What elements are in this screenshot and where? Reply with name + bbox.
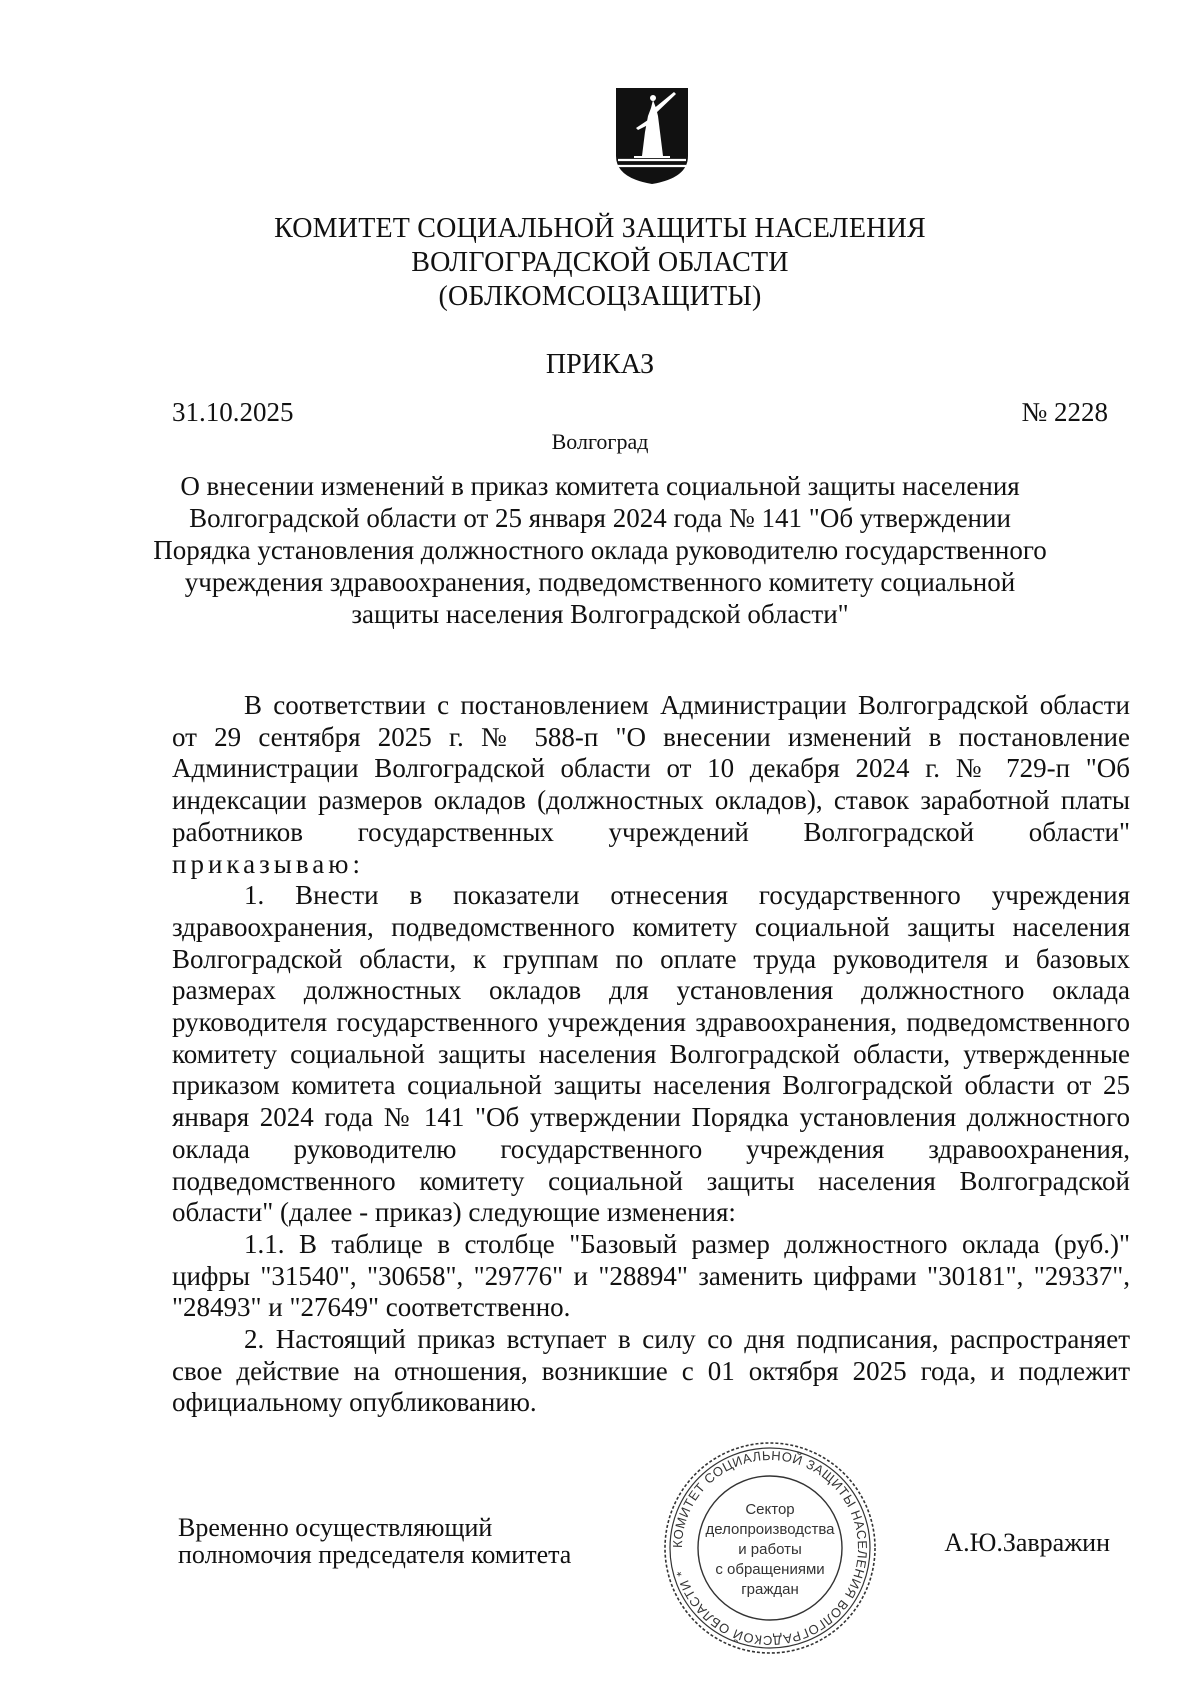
order-word: приказываю: [172, 848, 364, 879]
coat-of-arms-emblem [612, 86, 692, 186]
subject-line: О внесении изменений в приказ комитета социальной защиты населения [180, 471, 1020, 501]
org-line: (ОБЛКОМСОЦЗАЩИТЫ) [438, 281, 762, 312]
item-1-paragraph: 1. Внести в показатели отнесения государственного учреждения здравоохранения, подведомственного комитету социальной защиты населения Волгоградской области, к группам по оплате труда руководителя и базовых размерах должностных окладов для установления должностного оклада руководителя государственного учреждения здравоохранения, подведомственного комитету социальной защиты населения Волгоградской области, утвержденные приказом комитета социальной защиты населения Волгоградской области от 25 января 2024 года № 141 "Об утверждении Порядка установления должностного оклада руководителю государственного учреждения здравоохранения, подведомственного комитету социальной защиты населения Волгоградской области" (далее - приказ) следующие изменения: [172, 880, 1130, 1228]
stamp-center-line: и работы [738, 1541, 802, 1558]
document-subject [150, 470, 1050, 630]
subject-line: Волгоградской области от 25 января 2024 года № 141 "Об утверждении [189, 503, 1011, 533]
subject-line: учреждения здравоохранения, подведомственного комитету социальной [184, 567, 1016, 597]
preamble-text: В соответствии с постановлением Администрации Волгоградской области от 29 сентября 2025 г. № 588-п "О внесении изменений в постановление Администрации Волгоградской области от 10 декабря 2024 г. № 729-п "Об индексации размеров окладов (должностных окладов), ставок заработной платы работников государственных учреждений Волгоградской области" [172, 690, 1130, 847]
org-line: ВОЛГОГРАДСКОЙ ОБЛАСТИ [411, 247, 789, 278]
stamp-center-line: делопроизводства [705, 1521, 835, 1538]
subject-line: защиты населения Волгоградской области" [351, 599, 849, 629]
position-line: полномочия председателя комитета [178, 1540, 572, 1569]
stamp-center-line: граждан [741, 1581, 799, 1598]
item-1-1-paragraph: 1.1. В таблице в столбце "Базовый размер должностного оклада (руб.)" цифры "31540", "30658", "29776" и "28894" заменить цифрами "30181", "29337", "28493" и "27649" соответственно. [172, 1228, 1130, 1323]
org-line: КОМИТЕТ СОЦИАЛЬНОЙ ЗАЩИТЫ НАСЕЛЕНИЯ [274, 213, 926, 244]
document-number: № 2228 [1021, 397, 1108, 427]
stamp-ring-text: КОМИТЕТ СОЦИАЛЬНОЙ ЗАЩИТЫ НАСЕЛЕНИЯ ВОЛГОГРАДСКОЙ ОБЛАСТИ * [669, 1447, 871, 1649]
signatory-position [178, 1514, 571, 1568]
signatory-name: А.Ю.Завражин [944, 1528, 1110, 1557]
document-city: Волгоград [551, 429, 649, 454]
preamble-paragraph [172, 690, 1130, 880]
organization-name [200, 212, 1000, 314]
stamp-center-line: Сектор [745, 1501, 795, 1518]
official-stamp [660, 1438, 880, 1658]
stamp-center-line: с обращениями [715, 1561, 825, 1578]
subject-line: Порядка установления должностного оклада руководителю государственного [153, 535, 1047, 565]
document-date: 31.10.2025 [172, 397, 294, 427]
item-2-paragraph: 2. Настоящий приказ вступает в силу со дня подписания, распространяет свое действие на отношения, возникшие с 01 октября 2025 года, и подлежит официальному опубликованию. [172, 1324, 1130, 1418]
position-line: Временно осуществляющий [178, 1513, 493, 1542]
document-body [172, 690, 1130, 1419]
document-type: ПРИКАЗ [545, 349, 655, 380]
